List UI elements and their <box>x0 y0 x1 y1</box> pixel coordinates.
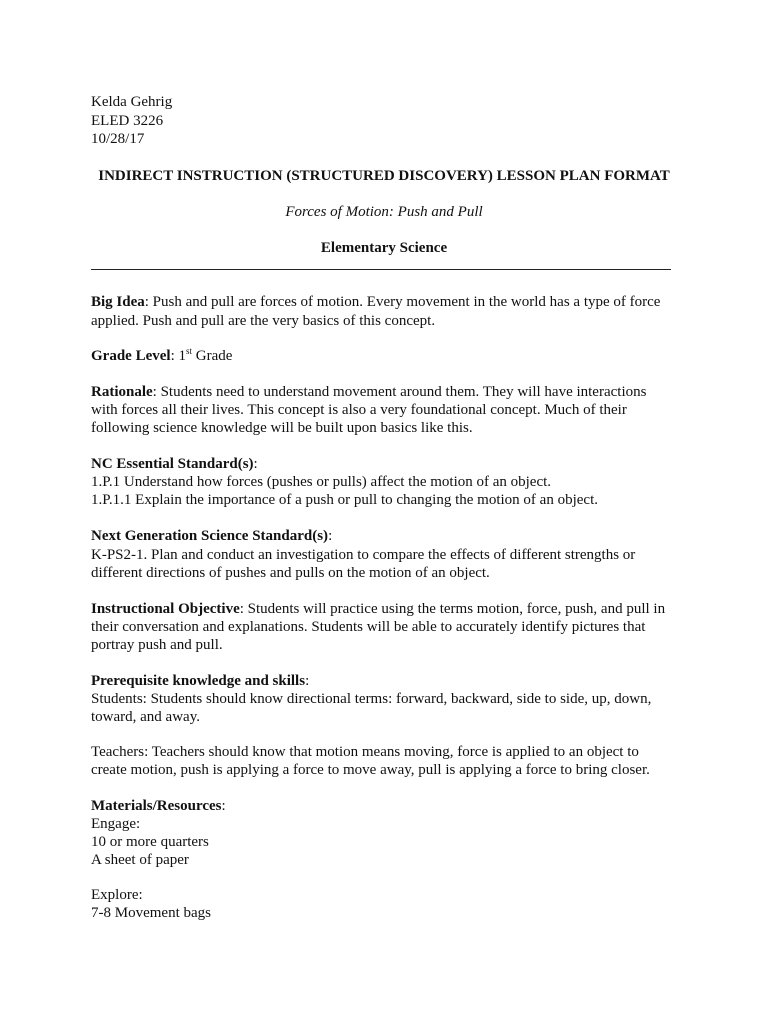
objective-label: Instructional Objective <box>91 601 240 617</box>
subject-heading: Elementary Science <box>320 240 448 256</box>
prereq-label: Prerequisite knowledge and skills <box>91 673 306 689</box>
grade-level <box>91 347 232 365</box>
document-title: INDIRECT INSTRUCTION (STRUCTURED DISCOVERY) LESSON PLAN FORMAT <box>98 168 670 184</box>
course-code: ELED 3226 <box>91 113 164 129</box>
objective-line2: their conversation and explanations. Students will be able to accurately identify pictures that <box>91 619 646 635</box>
grade-level-prefix: : 1 <box>170 348 186 364</box>
nc-standards-colon: : <box>253 456 258 472</box>
grade-level-label: Grade Level <box>91 348 171 364</box>
materials-label: Materials/Resources <box>91 798 222 814</box>
rationale-line3: following science knowledge will be built upon basics like this. <box>91 420 473 436</box>
lesson-subtitle: Forces of Motion: Push and Pull <box>285 204 483 220</box>
engage-item: A sheet of paper <box>91 852 189 868</box>
big-idea-line2: applied. Push and pull are the very basics of this concept. <box>91 313 436 329</box>
objective-line3: portray push and pull. <box>91 637 223 653</box>
prereq-students-line1: Students: Students should know directional terms: forward, backward, side to side, up, down, <box>91 691 652 707</box>
nc-standards-heading <box>91 455 258 473</box>
grade-level-sup: st <box>186 346 193 356</box>
ngss-colon: : <box>328 528 333 544</box>
big-idea-text: : Push and pull are forces of motion. Every movement in the world has a type of force <box>144 294 661 310</box>
engage-label: Engage: <box>91 816 141 832</box>
engage-item: 10 or more quarters <box>91 834 209 850</box>
ngss-label: Next Generation Science Standard(s) <box>91 528 329 544</box>
rationale-text: : Students need to understand movement around them. They will have interactions <box>152 384 647 400</box>
objective-line1 <box>91 600 665 618</box>
ngss-heading <box>91 527 332 545</box>
objective-text: : Students will practice using the terms motion, force, push, and pull in <box>239 601 666 617</box>
rationale-label: Rationale <box>91 384 153 400</box>
prereq-teachers-line1: Teachers: Teachers should know that motion means moving, force is applied to an object to <box>91 744 639 760</box>
rationale-line2: with forces all their lives. This concept is also a very foundational concept. Much of their <box>91 402 627 418</box>
prereq-colon: : <box>305 673 310 689</box>
nc-standard-2: 1.P.1.1 Explain the importance of a push or pull to changing the motion of an object. <box>91 492 598 508</box>
materials-colon: : <box>221 798 226 814</box>
materials-heading <box>91 797 226 815</box>
prereq-teachers-line2: create motion, push is applying a force to move away, pull is applying a force to bring closer. <box>91 762 650 778</box>
horizontal-rule <box>91 269 671 270</box>
explore-label: Explore: <box>91 887 143 903</box>
explore-item: 7-8 Movement bags <box>91 905 211 921</box>
prereq-students-line2: toward, and away. <box>91 709 200 725</box>
ngss-line2: different directions of pushes and pulls on the motion of an object. <box>91 565 490 581</box>
document-date: 10/28/17 <box>91 131 145 147</box>
nc-standard-1: 1.P.1 Understand how forces (pushes or pulls) affect the motion of an object. <box>91 474 552 490</box>
rationale-line1 <box>91 383 646 401</box>
big-idea-line1 <box>91 293 660 311</box>
ngss-line1: K-PS2-1. Plan and conduct an investigation to compare the effects of different strengths or <box>91 547 636 563</box>
prereq-heading <box>91 672 309 690</box>
grade-level-suffix: Grade <box>192 348 233 364</box>
author-name: Kelda Gehrig <box>91 94 173 110</box>
big-idea-label: Big Idea <box>91 294 145 310</box>
nc-standards-label: NC Essential Standard(s) <box>91 456 254 472</box>
